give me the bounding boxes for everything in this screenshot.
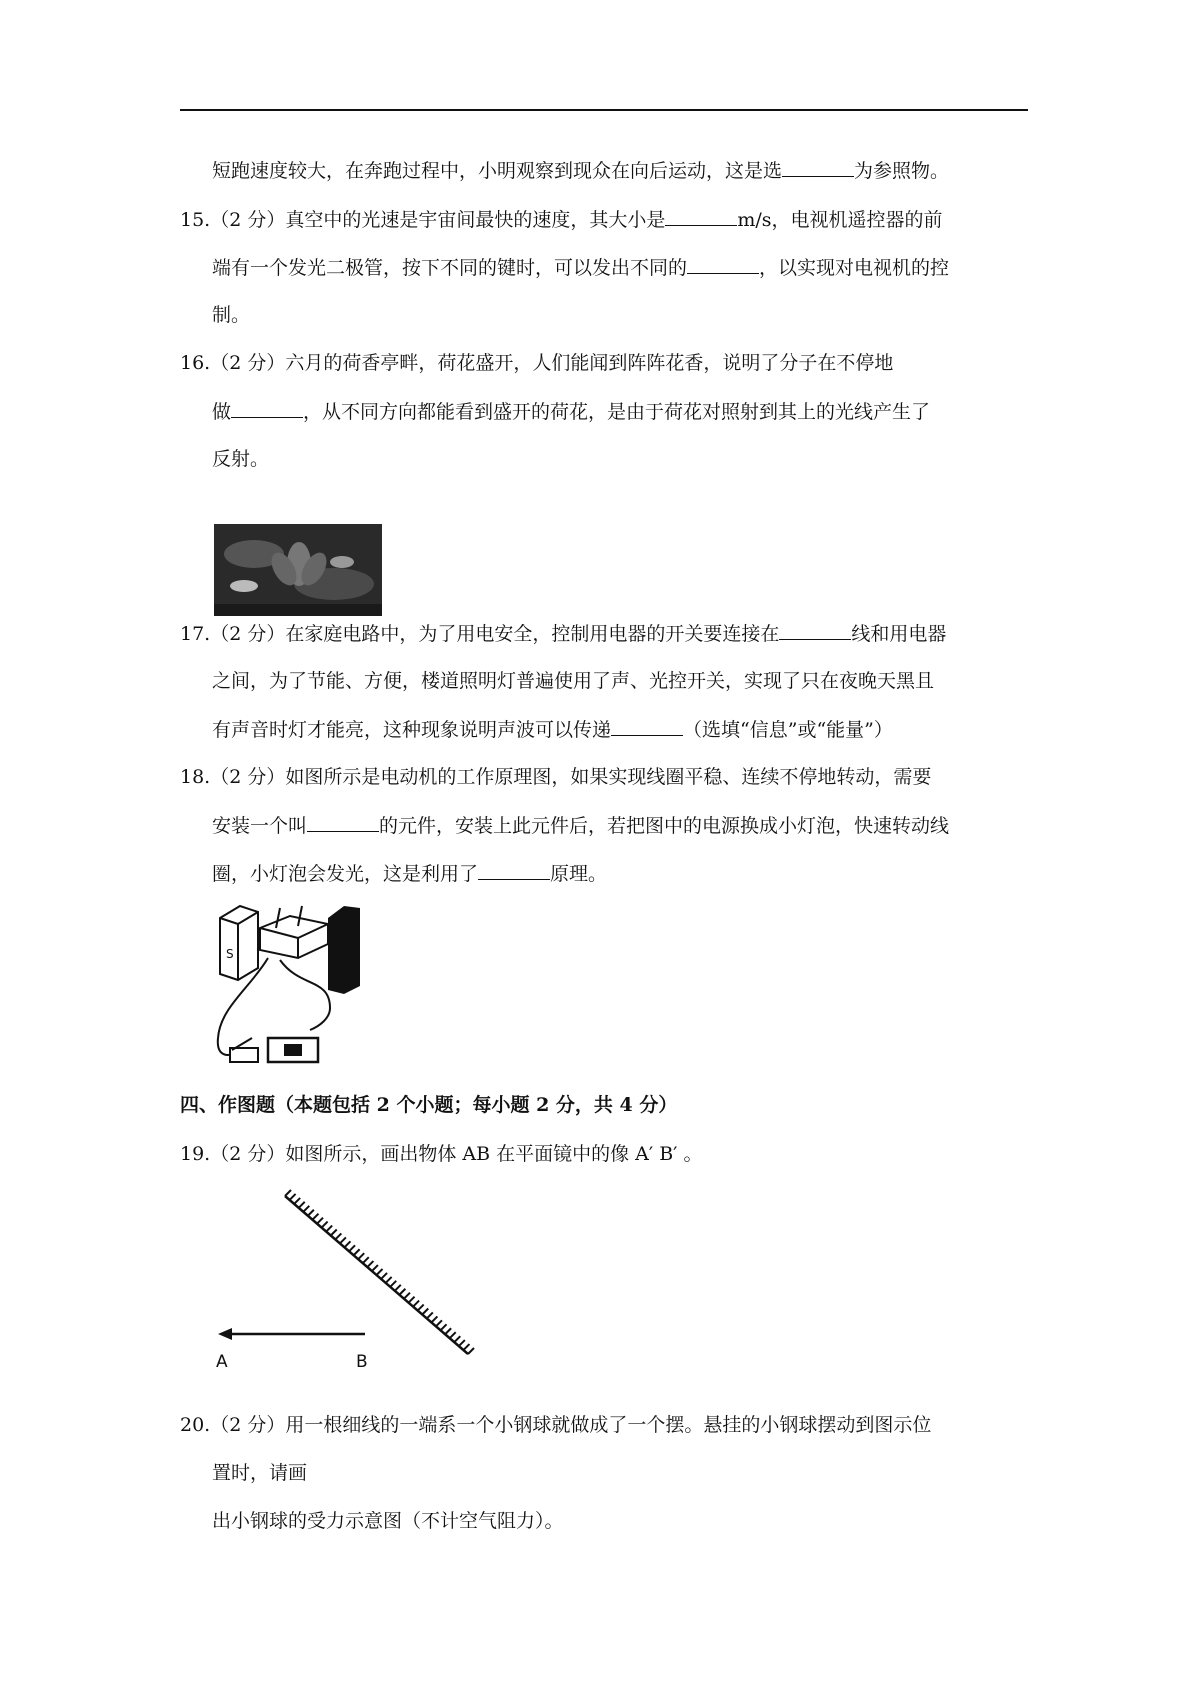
q20-line1: 20.（2 分）用一根细线的一端系一个小钢球就做成了一个摆。悬挂的小钢球摆动到图示位 xyxy=(180,1414,932,1436)
q14-continuation xyxy=(212,158,949,183)
q18-blank-1 xyxy=(307,813,379,832)
q15-line2 xyxy=(212,255,949,280)
q18-text: 圈，小灯泡会发光，这是利用了 xyxy=(212,863,479,885)
q15-text: 端有一个发光二极管，按下不同的键时，可以发出不同的 xyxy=(212,257,688,279)
q17-line2: 之间，为了节能、方便，楼道照明灯普遍使用了声、光控开关，实现了只在夜晚天黑且 xyxy=(212,670,935,692)
q14-blank xyxy=(782,158,854,177)
q15-line3: 制。 xyxy=(212,304,251,326)
q15-line1 xyxy=(180,207,943,232)
q17-blank-2 xyxy=(611,717,683,736)
q17-text: 有声音时灯才能亮，这种现象说明声波可以传递 xyxy=(212,719,612,741)
q18-text: 安装一个叫 xyxy=(212,815,308,837)
q16-line3: 反射。 xyxy=(212,448,270,470)
q17-text: 17.（2 分）在家庭电路中，为了用电安全，控制用电器的开关要连接在 xyxy=(180,623,780,645)
q18-line1: 18.（2 分）如图所示是电动机的工作原理图，如果实现线圈平稳、连续不停地转动，需要 xyxy=(180,766,932,788)
q16-text: 做 xyxy=(212,401,232,423)
label-b: B xyxy=(356,1352,368,1372)
mirror-diagram xyxy=(210,1188,480,1358)
q14-text-a: 短跑速度较大，在奔跑过程中，小明观察到现众在向后运动，这是选 xyxy=(212,160,783,182)
q19-text: 19.（2 分）如图所示，画出物体 AB 在平面镜中的像 A′ B′ 。 xyxy=(180,1143,703,1165)
q17-line1 xyxy=(180,621,946,646)
q15-text: m/s，电视机遥控器的前 xyxy=(737,209,943,231)
q18-blank-2 xyxy=(478,861,550,880)
q16-line1: 16.（2 分）六月的荷香亭畔，荷花盛开，人们能闻到阵阵花香，说明了分子在不停地 xyxy=(180,352,894,374)
label-a: A xyxy=(216,1352,228,1372)
q17-blank-1 xyxy=(779,621,851,640)
q15-text: ，以实现对电视机的控 xyxy=(759,257,950,279)
motor-s-label: S xyxy=(226,947,234,961)
q20-line3: 出小钢球的受力示意图（不计空气阻力）。 xyxy=(212,1510,564,1532)
q15-blank-2 xyxy=(687,255,759,274)
q17-text: 线和用电器 xyxy=(851,623,947,645)
object-arrowhead xyxy=(218,1328,232,1340)
q20-line2: 置时，请画 xyxy=(212,1462,308,1484)
q14-text-b: 为参照物。 xyxy=(854,160,950,182)
q18-text: 原理。 xyxy=(550,863,608,885)
q17-text: （选填“信息”或“能量”） xyxy=(683,719,893,741)
q16-blank xyxy=(231,399,303,418)
section-heading: 四、作图题（本题包括 2 个小题；每小题 2 分，共 4 分） xyxy=(180,1094,678,1116)
q16-text: ，从不同方向都能看到盛开的荷花，是由于荷花对照射到其上的光线产生了 xyxy=(303,401,931,423)
q16-line2 xyxy=(212,399,930,424)
q18-line3 xyxy=(212,861,607,886)
lotus-photo xyxy=(214,524,382,616)
q15-blank-1 xyxy=(665,207,737,226)
q15-text: 15.（2 分）真空中的光速是宇宙间最快的速度，其大小是 xyxy=(180,209,666,231)
motor-diagram xyxy=(210,898,390,1068)
q17-line3 xyxy=(212,717,893,742)
header-rule xyxy=(180,109,1028,111)
q18-text: 的元件，安装上此元件后，若把图中的电源换成小灯泡，快速转动线 xyxy=(379,815,950,837)
q18-line2 xyxy=(212,813,949,838)
mirror-hatching xyxy=(285,1190,474,1354)
